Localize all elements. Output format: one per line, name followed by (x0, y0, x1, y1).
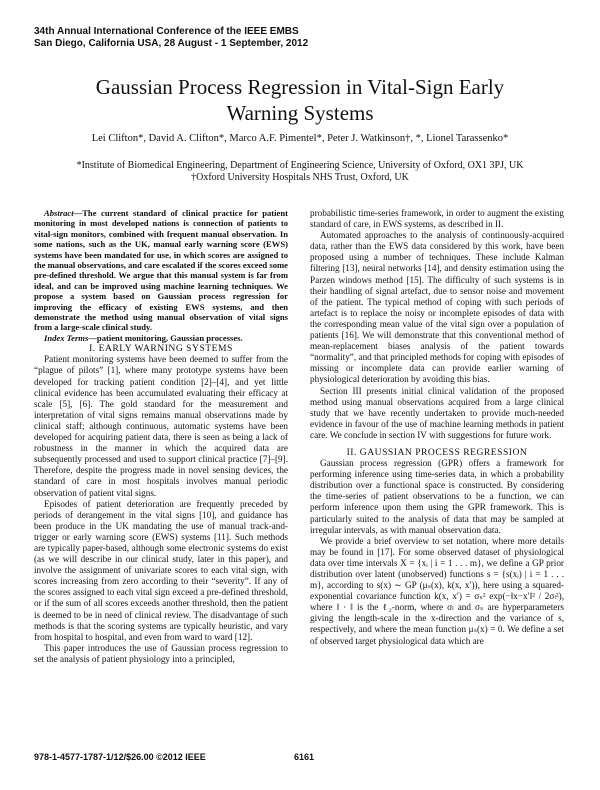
section-1-paragraph-2: Episodes of patient deterioration are frequently preceded by periods of derangement in the vital signs [10], and guidance has been produce in the UK mandating the use of manual track-and-trigger or early warning score (EWS) systems [11]. Such methods are typically paper-based, although some electronic systems do exist (as we will describe in our clinical study, later in this paper), and involve the assignment of univariate scores to each vital sign, with scores increasing from zero according to their “severity”. If any of the scores assigned to each vital sign exceed a pre-defined threshold, or if the sum of all scores exceeds another threshold, then the patient is deemed to be in need of clinical review. The disadvantage of such methods is that the scoring systems are typically heuristic, and vary from hospital to hospital, and even from ward to ward [12]. (34, 498, 288, 642)
affiliation-2: †Oxford University Hospitals NHS Trust, Oxford, UK (191, 172, 409, 183)
right-column (310, 208, 564, 647)
abstract-text: The current standard of clinical practice for patient monitoring in most developed nations is connection of patients to vital-sign monitors, combined with frequent manual observation. In some nations, such as the UK, manual early warning score (EWS) systems have been mandated for use, in which scores are assigned to the manual observations, and care escalated if the scores exceed some pre-defined threshold. We argue that this manual system is far from ideal, and can be improved using machine learning techniques. We propose a system based on Gaussian process regression for improving the efficacy of existing EWS systems, and then demonstrate the method using manual observation of vital signs from a large-scale clinical study. (34, 208, 288, 333)
title-line-2: Warning Systems (226, 101, 374, 125)
title-line-1: Gaussian Process Regression in Vital-Sign Early (95, 75, 505, 99)
affiliations (40, 160, 560, 184)
section-2-paragraph-1: Gaussian process regression (GPR) offers a framework for performing inference using time-series data, in which a probability distribution over a functional space is constructed. By considering the time-series of patient observations to be a function, we can perform inference upon them using the GPR framework. This is particularly suited to the analysis of data that may be sampled at irregular intervals, as with manual observation data. (310, 458, 564, 535)
left-column (34, 208, 288, 665)
section-2-heading: II. GAUSSIAN PROCESS REGRESSION (346, 446, 528, 458)
conference-line-1: 34th Annual International Conference of the IEEE EMBS (34, 26, 299, 37)
index-terms (34, 333, 288, 343)
conference-header (34, 26, 454, 50)
right-paragraph-3: Section III presents initial clinical validation of the proposed method using manual observations acquired from a large clinical study that we have recently undertaken to provide much-needed evidence in favour of the use of machine learning methods in patient care. We conclude in section IV with suggestions for future work. (310, 385, 564, 440)
footer-copyright: 978-1-4577-1787-1/12/$26.00 ©2012 IEEE (34, 752, 206, 762)
affiliation-1: *Institute of Biomedical Engineering, Department of Engineering Science, University of Oxford, OX1 3PJ, UK (76, 160, 524, 171)
right-paragraph-2: Automated approaches to the analysis of continuously-acquired data, rather than the EWS data considered by this work, have been proposed using a number of techniques. These include Kalman filtering [13], neural networks [14], and density estimation using the Parzen windows method [15]. The difficulty of such systems is in their handling of signal artefact, due to sensor noise and movement of the patient. The typical method of coping with such periods of artefact is to replace the noisy or incomplete episodes of data with the corresponding mean value of the vital sign over a population of patients [16]. We will demonstrate that this conventional method of mean-replacement biases analysis of the patient towards “normality”, and that principled methods for coping with episodes of missing or incomplete data can provide earlier warning of physiological deterioration by avoiding this bias. (310, 230, 564, 385)
section-1-heading: I. EARLY WARNING SYSTEMS (89, 343, 233, 355)
conference-line-2: San Diego, California USA, 28 August - 1 September, 2012 (34, 38, 309, 49)
index-terms-text: patient monitoring, Gaussian processes. (96, 332, 243, 343)
section-2-paragraph-2: We provide a brief overview to set notation, where more details may be found in [17]. For some observed dataset of physiological data over time intervals X = {xᵢ | i = 1 . . . m}, we define a GP prior distribution over latent (unobserved) functions s = {s(xᵢ) | i = 1 . . . m}, according to s(x) ∼ GP (μₛ(x), k(x, x′)), here using a squared-exponential covariance function k(x, x′) = σₛ² exp(−‖x−x′‖² / 2σₗ²), where ‖ · ‖ is the ℓ₂-norm, where σₗ and σₛ are hyperparameters giving the length-scale in the x-direction and the variance of s, respectively, and where the mean function μₛ(x) = 0. We define a set of observed target physiological data which are (310, 535, 564, 646)
right-paragraph-1: probabilistic time-series framework, in order to augment the existing standard of care, in EWS systems, as described in II. (310, 208, 564, 230)
section-1-paragraph-1: Patient monitoring systems have been deemed to suffer from the “plague of pilots” [1], where many prototype systems have been developed for tracking patient condition [2]–[4], and yet little clinical evidence has been accumulated evaluating their efficacy at scale [5], [6]. The gold standard for the measurement and interpretation of vital signs remains manual observations made by clinical staff; although continuous, automatic systems have been developed for acquiring patient data, there is seen as being a lack of robustness in the manner in which the acquired data are subsequently processed and used to support clinical practice [7]–[9]. Therefore, despite the progress made in novel sensing devices, the standard of care in most hospitals involves manual periodic observation of patient vital signs. (34, 354, 288, 498)
page-number: 6161 (294, 752, 315, 762)
authors: Lei Clifton*, David A. Clifton*, Marco A.F. Pimentel*, Peter J. Watkinson†, *, Lionel Tarassenko* (91, 133, 509, 144)
abstract-lead: Abstract— (44, 208, 83, 218)
paper-title (40, 74, 560, 126)
section-1-paragraph-3: This paper introduces the use of Gaussian process regression to set the analysis of patient physiology into a principled, (34, 642, 288, 664)
index-terms-lead: Index Terms— (44, 332, 97, 343)
abstract (34, 208, 288, 333)
